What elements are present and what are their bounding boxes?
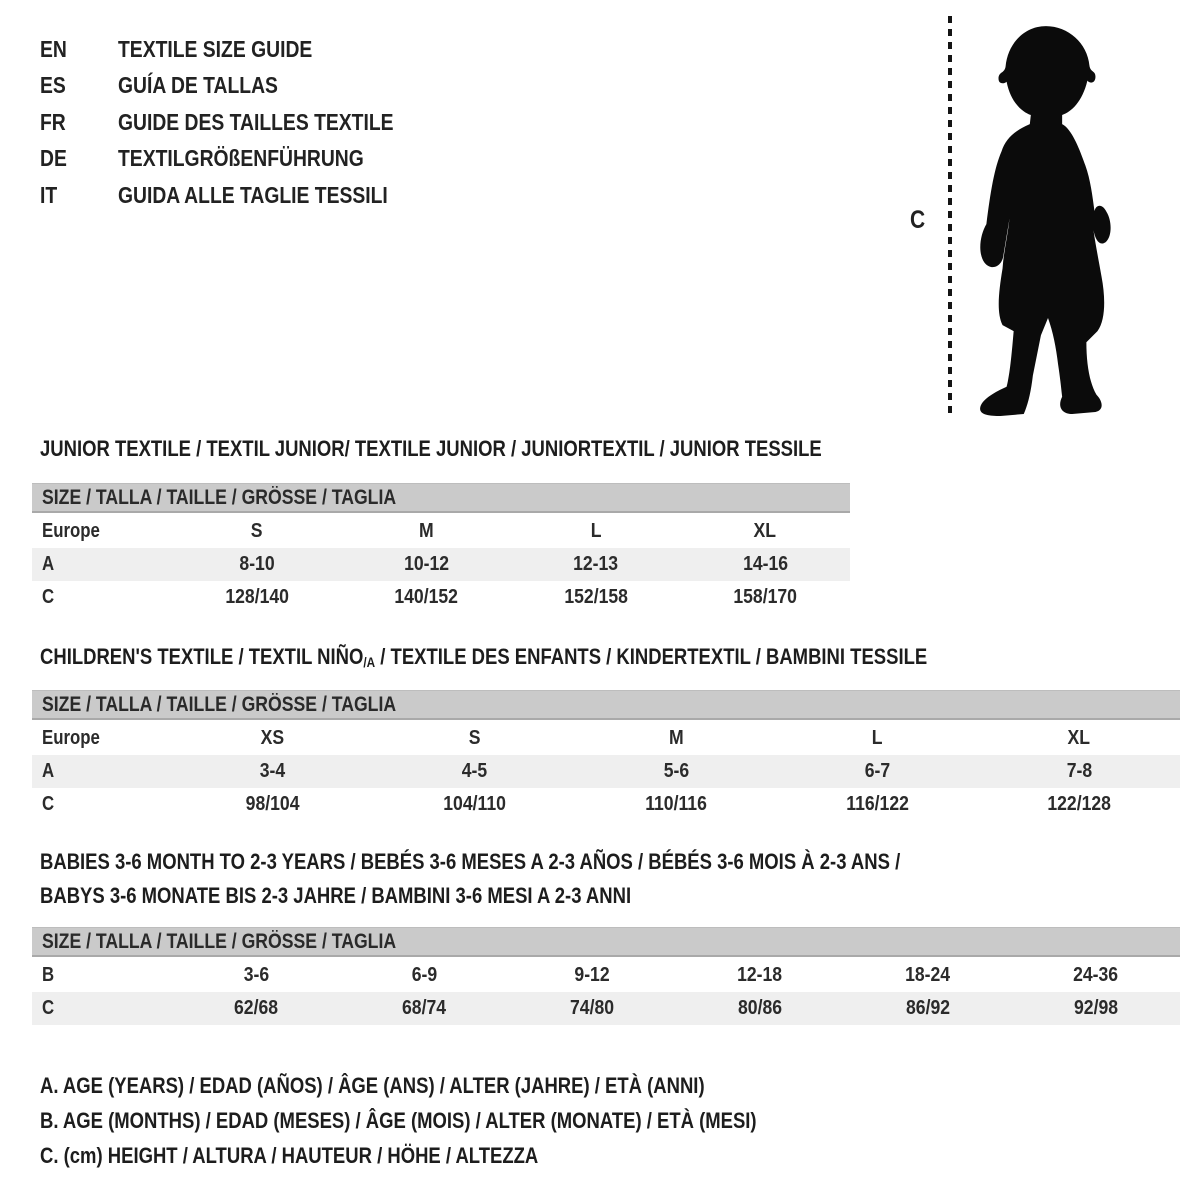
babies-table-header bbox=[32, 927, 1180, 957]
lang-row-es bbox=[40, 68, 446, 105]
junior-title-text: JUNIOR TEXTILE / TEXTIL JUNIOR/ TEXTILE JUNIOR / JUNIORTEXTIL / JUNIOR TESSILE bbox=[40, 436, 822, 461]
babies-size-table bbox=[32, 927, 1180, 1025]
age-cell: 8-10 bbox=[239, 553, 275, 575]
size-cell: XL bbox=[1067, 727, 1091, 749]
size-cell: M bbox=[418, 520, 434, 542]
months-cell: 18-24 bbox=[905, 964, 951, 986]
height-cell: 140/152 bbox=[394, 586, 459, 608]
children-title-text bbox=[40, 644, 927, 670]
lang-code: FR bbox=[40, 108, 66, 135]
lang-label: TEXTILE SIZE GUIDE bbox=[118, 35, 313, 62]
babies-section-title-line1 bbox=[40, 849, 1064, 875]
toddler-silhouette-icon bbox=[962, 12, 1134, 416]
legend-line-c bbox=[40, 1138, 893, 1173]
table-row-months bbox=[32, 959, 1180, 992]
lang-code: EN bbox=[40, 35, 67, 62]
row-label: Europe bbox=[42, 727, 100, 749]
children-title-prefix: CHILDREN'S TEXTILE / TEXTIL NIÑO bbox=[40, 644, 364, 669]
height-measure-label: C bbox=[910, 206, 926, 234]
months-cell: 3-6 bbox=[243, 964, 269, 986]
age-cell: 6-7 bbox=[864, 760, 891, 782]
junior-table-header bbox=[32, 483, 850, 513]
size-header-text: SIZE / TALLA / TAILLE / GRÖSSE / TAGLIA bbox=[42, 485, 397, 509]
legend-line-b bbox=[40, 1103, 893, 1138]
size-cell: S bbox=[468, 727, 481, 749]
height-cell: 80/86 bbox=[737, 997, 783, 1019]
height-cell: 92/98 bbox=[1073, 997, 1119, 1019]
months-cell: 9-12 bbox=[574, 964, 610, 986]
height-cell: 128/140 bbox=[224, 586, 289, 608]
age-cell: 3-4 bbox=[260, 760, 286, 782]
age-cell: 4-5 bbox=[461, 760, 488, 782]
lang-label: TEXTILGRÖßENFÜHRUNG bbox=[118, 145, 364, 172]
row-label: A bbox=[42, 760, 55, 782]
months-cell: 12-18 bbox=[737, 964, 783, 986]
row-label: B bbox=[42, 964, 55, 986]
legend-text: B. AGE (MONTHS) / EDAD (MESES) / ÂGE (MOIS) / ALTER (MONATE) / ETÀ (MESI) bbox=[40, 1107, 757, 1133]
height-cell: 74/80 bbox=[569, 997, 615, 1019]
lang-row-de bbox=[40, 141, 446, 178]
lang-row-fr bbox=[40, 104, 446, 141]
children-title-suffix: / TEXTILE DES ENFANTS / KINDERTEXTIL / BAMBINI TESSILE bbox=[375, 644, 928, 669]
babies-title-text: BABYS 3-6 MONATE BIS 2-3 JAHRE / BAMBINI 3-6 MESI A 2-3 ANNI bbox=[40, 883, 632, 908]
height-cell: 98/104 bbox=[245, 793, 300, 815]
table-row-europe bbox=[32, 722, 1180, 755]
row-label: Europe bbox=[42, 520, 100, 542]
age-cell: 12-13 bbox=[573, 553, 619, 575]
height-cell: 104/110 bbox=[443, 793, 506, 815]
lang-code: ES bbox=[40, 72, 66, 99]
age-cell: 7-8 bbox=[1066, 760, 1092, 782]
height-cell: 86/92 bbox=[905, 997, 951, 1019]
months-cell: 6-9 bbox=[411, 964, 437, 986]
lang-code: DE bbox=[40, 145, 67, 172]
children-size-table bbox=[32, 690, 1180, 821]
lang-row-en bbox=[40, 31, 446, 68]
junior-section-title bbox=[40, 436, 971, 462]
height-cell: 122/128 bbox=[1047, 793, 1111, 815]
height-cell: 158/170 bbox=[733, 586, 798, 608]
age-cell: 10-12 bbox=[403, 553, 449, 575]
row-label: C bbox=[42, 586, 55, 608]
size-cell: L bbox=[872, 727, 883, 749]
table-row-europe bbox=[32, 515, 850, 548]
row-label: C bbox=[42, 997, 55, 1019]
size-cell: XL bbox=[754, 520, 777, 542]
children-section-title bbox=[40, 644, 1096, 670]
size-cell: L bbox=[590, 520, 602, 542]
lang-label: GUIDE DES TAILLES TEXTILE bbox=[118, 108, 394, 135]
children-title-sub: /A bbox=[363, 654, 376, 670]
table-row-age bbox=[32, 548, 850, 581]
size-header-text: SIZE / TALLA / TAILLE / GRÖSSE / TAGLIA bbox=[42, 929, 397, 953]
table-row-height bbox=[32, 788, 1180, 821]
lang-row-it bbox=[40, 177, 446, 214]
junior-size-table bbox=[32, 483, 850, 614]
legend-line-a bbox=[40, 1068, 893, 1103]
babies-section-title-line2 bbox=[40, 883, 744, 909]
language-list bbox=[40, 31, 446, 214]
height-cell: 62/68 bbox=[233, 997, 279, 1019]
height-cell: 110/116 bbox=[645, 793, 707, 815]
lang-label: GUIDA ALLE TAGLIE TESSILI bbox=[118, 181, 388, 208]
height-measure-dashed-line bbox=[948, 16, 952, 416]
legend-text: C. (cm) HEIGHT / ALTURA / HAUTEUR / HÖHE / ALTEZZA bbox=[40, 1142, 539, 1168]
lang-label: GUÍA DE TALLAS bbox=[118, 72, 278, 99]
children-table-header bbox=[32, 690, 1180, 720]
age-cell: 14-16 bbox=[742, 553, 788, 575]
legend bbox=[40, 1068, 893, 1173]
table-row-height bbox=[32, 581, 850, 614]
age-cell: 5-6 bbox=[663, 760, 689, 782]
months-cell: 24-36 bbox=[1073, 964, 1119, 986]
legend-text: A. AGE (YEARS) / EDAD (AÑOS) / ÂGE (ANS) / ALTER (JAHRE) / ETÀ (ANNI) bbox=[40, 1072, 705, 1098]
height-cell: 152/158 bbox=[563, 586, 628, 608]
size-cell: S bbox=[250, 520, 263, 542]
size-cell: M bbox=[668, 727, 684, 749]
height-cell: 68/74 bbox=[401, 997, 447, 1019]
babies-title-text: BABIES 3-6 MONTH TO 2-3 YEARS / BEBÉS 3-6 MESES A 2-3 AÑOS / BÉBÉS 3-6 MOIS À 2-3 ANS / bbox=[40, 849, 901, 874]
table-row-age bbox=[32, 755, 1180, 788]
row-label: A bbox=[42, 553, 55, 575]
size-cell: XS bbox=[261, 727, 285, 749]
lang-code: IT bbox=[40, 181, 58, 208]
table-row-height bbox=[32, 992, 1180, 1025]
row-label: C bbox=[42, 793, 55, 815]
size-header-text: SIZE / TALLA / TAILLE / GRÖSSE / TAGLIA bbox=[42, 692, 397, 716]
height-cell: 116/122 bbox=[846, 793, 909, 815]
